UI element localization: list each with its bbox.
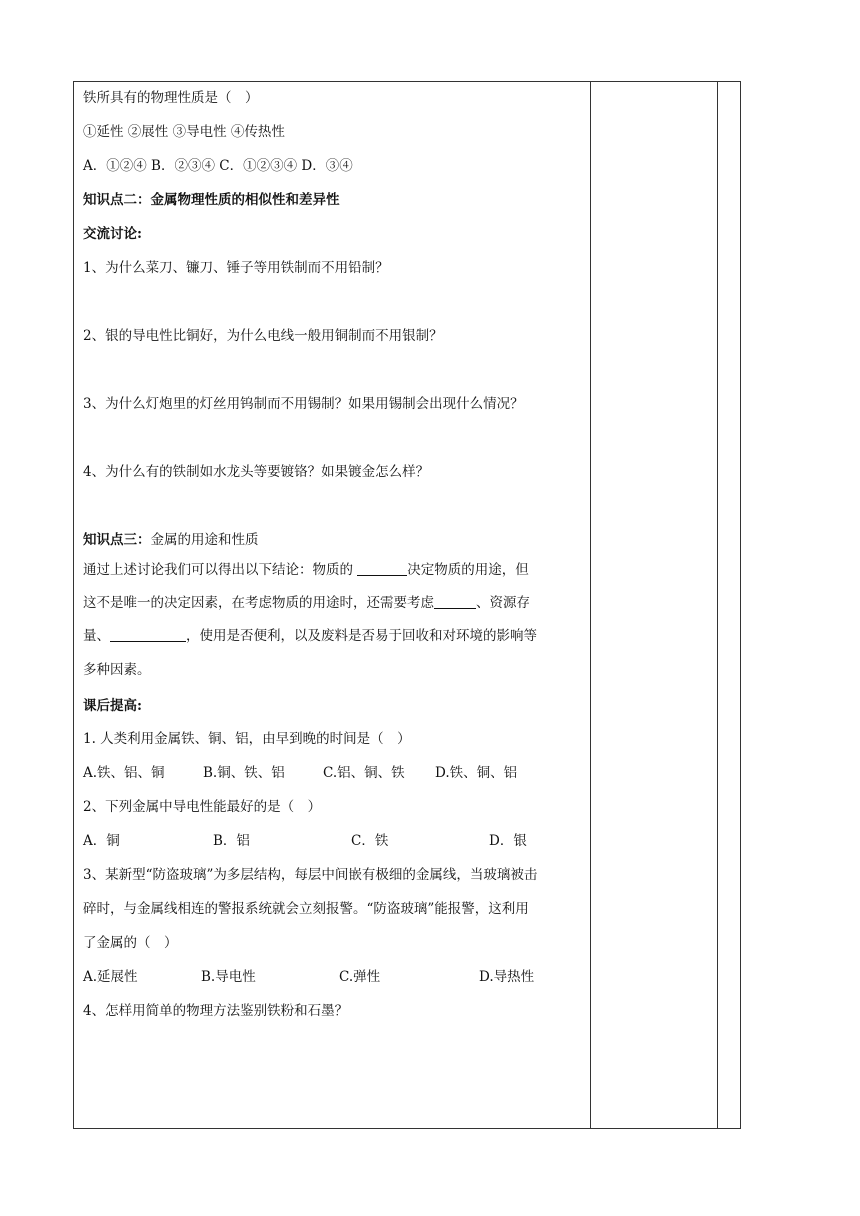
q3-option-b: B.导电性 [201,969,256,985]
conclusion-line-4: 多种因素。 [83,662,151,678]
q2-option-b: B．铝 [213,833,250,849]
discussion-q1: 1、为什么菜刀、镰刀、锤子等用铁制而不用铅制？ [83,260,389,276]
iron-question-options: A．①②④ B．②③④ C．①②③④ D．③④ [83,158,353,174]
conclusion-line-3: 量、 ，使用是否便利，以及废料是否易于回收和对环境的影响等 [83,628,537,644]
knowledge-point-3-title: 金属的用途和性质 [150,532,259,548]
column-divider-2 [717,82,718,1128]
iron-question-items: ①延性 ②展性 ③导电性 ④传热性 [83,124,285,140]
q3-option-a: A.延展性 [83,969,138,985]
question-1: 1. 人类利用金属铁、铜、铝，由早到晚的时间是（ ） [83,731,411,747]
blank-3[interactable] [110,627,186,642]
q2-option-d: D．银 [489,833,527,849]
q2-option-c: C．铁 [351,833,389,849]
discussion-q3: 3、为什么灯炮里的灯丝用钨制而不用锡制？如果用锡制会出现什么情况？ [83,396,524,412]
knowledge-point-2-title: 知识点二：金属物理性质的相似性和差异性 [83,192,340,208]
column-divider-1 [590,82,591,1128]
conclusion-line-1: 通过上述讨论我们可以得出以下结论：物质的 决定物质的用途，但 [83,562,529,578]
discussion-title: 交流讨论: [83,226,142,242]
worksheet-table [73,81,741,1129]
knowledge-point-3-heading [83,530,259,550]
q2-option-a: A．铜 [83,833,120,849]
q3-option-d: D.导热性 [479,969,535,985]
discussion-q2: 2、银的导电性比铜好，为什么电线一般用铜制而不用银制？ [83,328,443,344]
q1-option-d: D.铁、铜、铝 [435,765,518,781]
q3-option-c: C.弹性 [339,969,381,985]
iron-question: 铁所具有的物理性质是（ ） [83,90,259,106]
question-3-line-3: 了金属的（ ） [83,935,178,951]
discussion-q4: 4、为什么有的铁制如水龙头等要镀铬？如果镀金怎么样？ [83,464,430,480]
question-3-line-2: 碎时，与金属线相连的警报系统就会立刻报警。“防盗玻璃”能报警，这利用 [83,901,529,917]
after-class-title: 课后提高: [83,698,142,714]
q1-option-a: A.铁、铝、铜 [83,765,165,781]
question-3-line-1: 3、某新型“防盗玻璃”为多层结构，每层中间嵌有极细的金属线，当玻璃被击 [83,867,538,883]
conclusion-line-2: 这不是唯一的决定因素，在考虑物质的用途时，还需要考虑 、资源存 [83,595,530,611]
q1-option-c: C.铝、铜、铁 [323,765,405,781]
q1-option-b: B.铜、铁、铝 [203,765,285,781]
blank-1[interactable] [357,561,407,576]
blank-2[interactable] [434,594,476,609]
question-4: 4、怎样用简单的物理方法鉴别铁粉和石墨？ [83,1003,349,1019]
question-2: 2、下列金属中导电性能最好的是（ ） [83,799,322,815]
knowledge-point-3-label: 知识点三： [83,532,151,548]
